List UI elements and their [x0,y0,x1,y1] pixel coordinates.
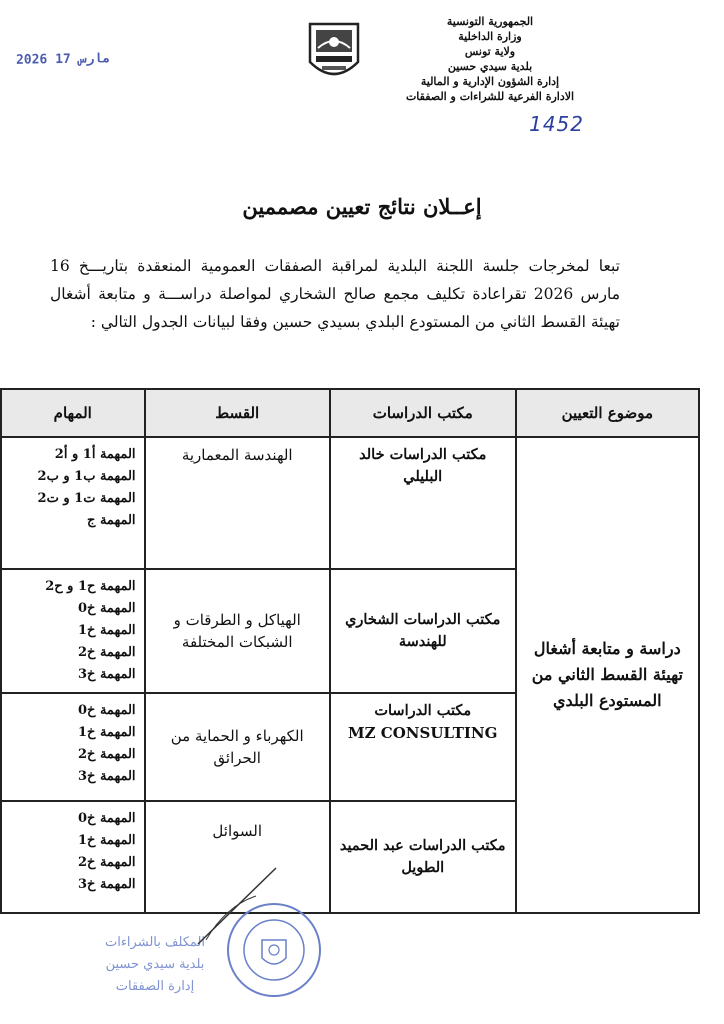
issuer-header [360,14,620,104]
table-row [1,437,699,569]
stamp-line: بلدية سيدي حسين [105,957,205,972]
header-line: وزارة الداخلية [458,30,522,43]
tasks-cell [1,801,145,913]
tasks-cell [1,569,145,693]
task-item: المهمة ت1 و ت2 [37,491,136,506]
task-item: المهمة خ1 [78,725,136,740]
tasks-cell [1,437,145,569]
office-label: مكتب الدراسات [374,702,472,719]
task-item: المهمة خ1 [78,623,136,638]
task-item: المهمة خ3 [78,877,136,892]
header-line: ولاية تونس [464,45,516,58]
task-item: المهمة خ2 [78,855,136,870]
stamp-line: المكلف بالشراءات [104,935,206,950]
stamp-line: إدارة الصفقات [115,979,195,994]
lot-cell: السوائل [145,801,330,913]
task-item: المهمة خ0 [78,703,136,718]
header-subject: موضوع التعيين [516,389,699,437]
tasks-cell [1,693,145,801]
header-lot: القسط [145,389,330,437]
reference-number: 1452 [529,112,584,136]
office-cell: مكتب الدراسات خالد البليلي [330,437,516,569]
lot-cell: الهياكل و الطرقات و الشبكات المختلفة [145,569,330,693]
task-item: المهمة ب1 و ب2 [37,469,136,484]
page-title: إعــلان نتائج تعيين مصممين [242,194,482,219]
office-cell: مكتب الدراسات عبد الحميد الطويل [330,801,516,913]
office-latin-name: MZ CONSULTING [348,724,498,742]
task-item: المهمة ج [87,513,136,528]
task-item: المهمة ح1 و ح2 [45,579,136,594]
task-item: المهمة أ1 و أ2 [54,447,136,462]
subject-cell: دراسة و متابعة أشغال تهيئة القسط الثاني من المستودع البلدي [516,437,699,913]
task-item: المهمة خ3 [78,667,136,682]
task-item: المهمة خ0 [78,601,136,616]
office-cell: مكتب الدراسات الشخاري للهندسة [330,569,516,693]
task-item: المهمة خ2 [78,645,136,660]
office-cell [330,693,516,801]
header-office: مكتب الدراسات [330,389,516,437]
task-item: المهمة خ3 [78,769,136,784]
lot-cell: الكهرباء و الحماية من الحرائق [145,693,330,801]
table-header-row [1,389,699,437]
header-line: الادارة الفرعية للشراءات و الصفقات [405,90,575,103]
municipality-logo [306,18,362,88]
header-line: إدارة الشؤون الإدارية و المالية [420,75,560,88]
lot-cell: الهندسة المعمارية [145,437,330,569]
intro-paragraph: تبعا لمخرجات جلسة اللجنة البلدية لمراقبة الصفقات العمومية المنعقدة بتاريـــخ 16 مارس 2026 تقراعادة تكليف مجمع صالح الشخاري لمواصلة دراســـة و متابعة أشغال تهيئة القسط الثاني من المستودع البلدي بسيدي حسين وفقا لبيانات الجدول التالي : [50,257,620,331]
task-item: المهمة خ0 [78,811,136,826]
task-item: المهمة خ2 [78,747,136,762]
header-tasks: المهام [1,389,145,437]
header-line: الجمهورية التونسية [446,15,534,28]
date-stamp: 2026 مارس 17 [15,51,111,68]
signature-icon [196,866,296,946]
assignments-table [0,388,700,914]
header-line: بلدية سيدي حسين [447,60,533,73]
task-item: المهمة خ1 [78,833,136,848]
